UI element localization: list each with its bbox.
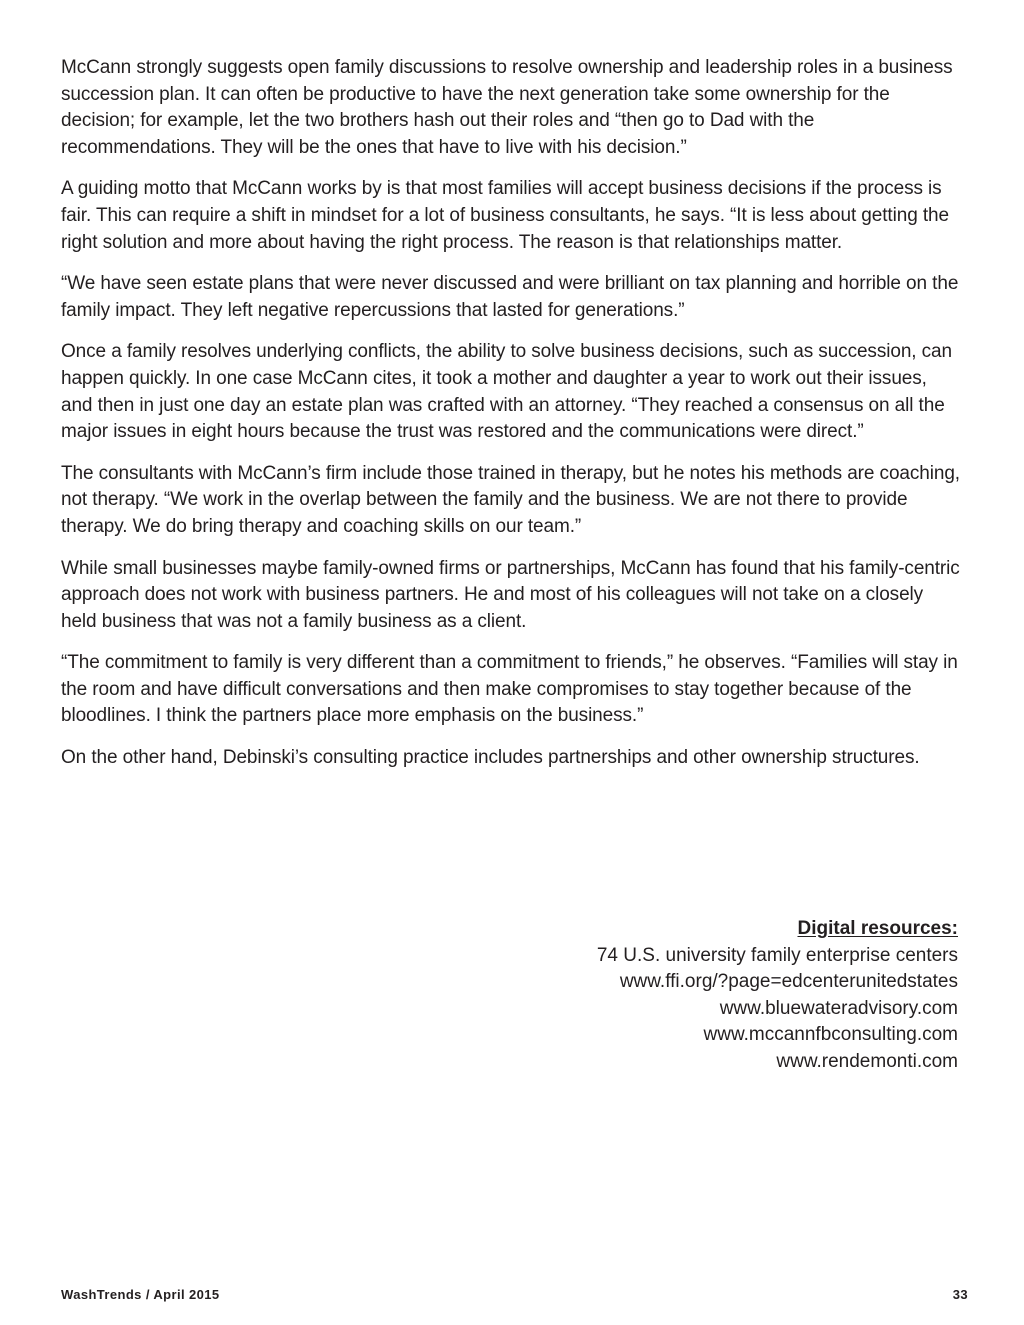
article-paragraph: A guiding motto that McCann works by is that most families will accept business decisions if the process is fair. This can require a shift in mindset for a lot of business consultants, he says. “It is less about getting the right solution and more about having the right process. The reason is that relationships matter. (61, 178, 949, 253)
article-paragraph: The consultants with McCann’s firm include those trained in therapy, but he notes his methods are coaching, not therapy. “We work in the overlap between the family and the business. We are not there to provide therapy. We do bring therapy and coaching skills on our team.” (61, 462, 960, 537)
article-paragraph: Once a family resolves underlying conflicts, the ability to solve business decisions, such as succession, can happen quickly. In one case McCann cites, it took a mother and daughter a year to work out their issues, and then in just one day an estate plan was crafted with an attorney. “They reached a consensus on all the major issues in eight hours because the trust was restored and the communications were direct.” (61, 341, 952, 443)
digital-resources-heading: Digital resources: (797, 918, 958, 939)
resource-link[interactable]: www.rendemonti.com (776, 1050, 958, 1072)
article-paragraph: McCann strongly suggests open family discussions to resolve ownership and leadership roles in a business succession plan. It can often be productive to have the next generation take some ownership for the decision; for example, let the two brothers hash out their roles and “then go to Dad with the recommendations. They will be the ones that have to live with his decision.” (61, 57, 953, 158)
resource-link[interactable]: www.ffi.org/?page=edcenterunitedstates (619, 971, 958, 993)
article-paragraph: While small businesses maybe family-owned firms or partnerships, McCann has found that his family-centric approach does not work with business partners. He and most of his colleagues will not take on a closely held business that was not a family business as a client. (61, 557, 960, 632)
footer-publication: WashTrends / April 2015 (61, 1287, 220, 1302)
article-paragraph: “The commitment to family is very different than a commitment to friends,” he observes. “Families will stay in the room and have difficult conversations and then make compromises to stay together because of the bloodlines. I think the partners place more emphasis on the business.” (61, 652, 958, 727)
page-number: 33 (952, 1287, 968, 1302)
resource-link[interactable]: www.bluewateradvisory.com (719, 997, 958, 1019)
article-paragraph: “We have seen estate plans that were never discussed and were brilliant on tax planning and horrible on the family impact. They left negative repercussions that lasted for generations.” (61, 273, 959, 321)
digital-resources (438, 916, 958, 1076)
resource-link[interactable]: www.mccannfbconsulting.com (703, 1024, 958, 1046)
article-body (61, 55, 961, 787)
resource-item: 74 U.S. university family enterprise centers (596, 944, 958, 966)
article-paragraph: On the other hand, Debinski’s consulting practice includes partnerships and other ownership structures. (61, 747, 920, 769)
